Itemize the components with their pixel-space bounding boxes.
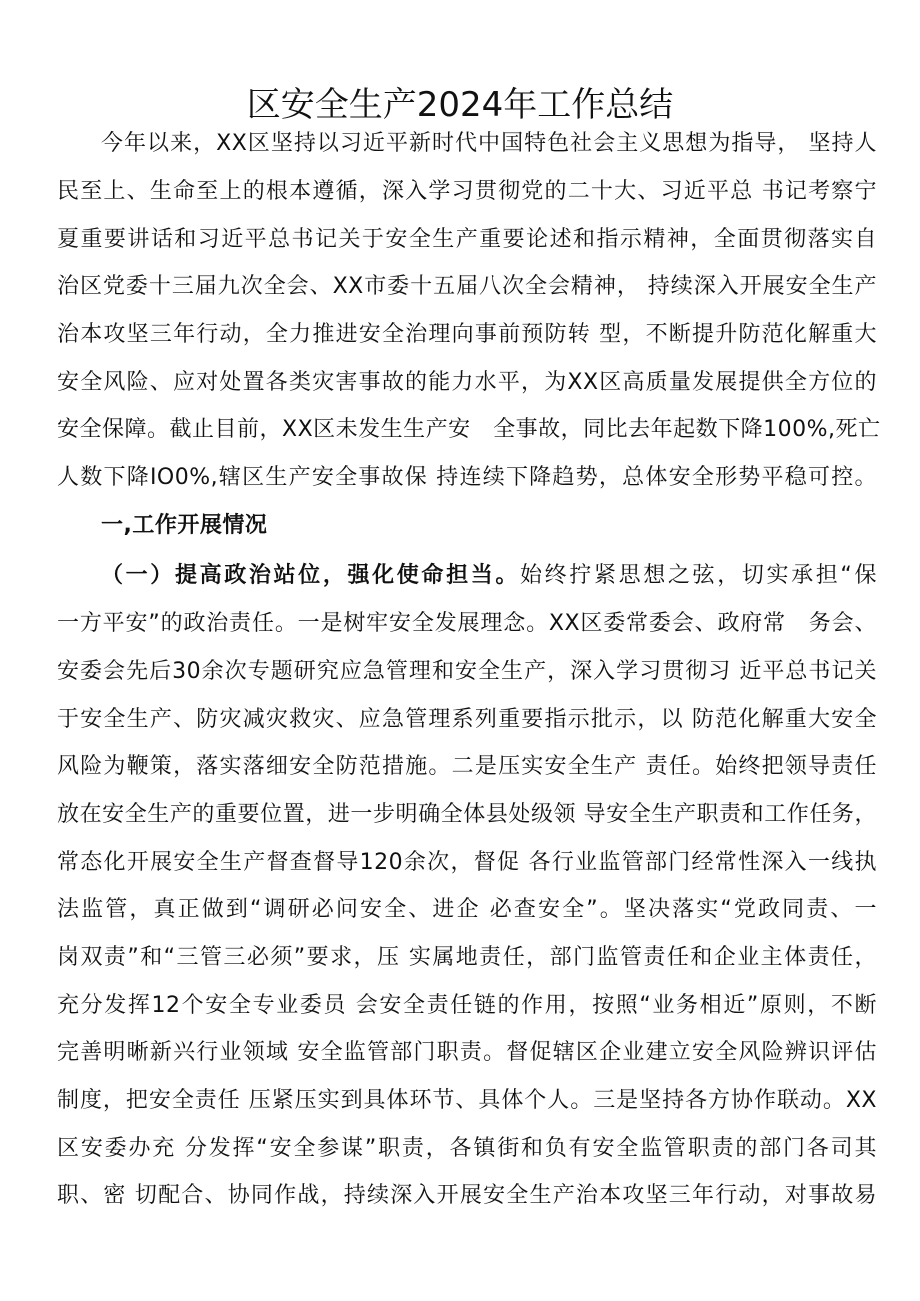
body-line-13: 职、密 切配合、协同作战，持续深入开展安全生产治本攻坚三年行动，对事故易 (57, 1183, 877, 1208)
intro-line-3: 夏重要讲话和习近平总书记关于安全生产重要论述和指示精神，全面贯彻落实自 (57, 227, 877, 252)
intro-line-8: 人数下降IO0%,辖区生产安全事故保 持连续下降趋势，总体安全形势平稳可控。 (57, 465, 877, 490)
body-line-1: 一方平安”的政治责任。一是树牢安全发展理念。XX区委常委会、政府常 务会、 (57, 611, 877, 636)
body-line-8: 岗双责”和“三管三必须”要求，压 实属地责任，部门监管责任和企业主体责任， (57, 945, 877, 970)
body-line-7: 法监管，真正做到“调研必问安全、进企 必查安全”。坚决落实“党政同责、一 (57, 897, 877, 922)
subsection-heading-continuation: 始终拧紧思想之弦，切实承担“保 (520, 563, 877, 588)
intro-line-4: 治区党委十三届九次全会、XX市委十五届八次全会精神， 持续深入开展安全生产 (57, 274, 877, 299)
body-line-12: 区安委办充 分发挥“安全参谋”职责，各镇街和负有安全监管职责的部门各司其 (57, 1136, 877, 1161)
intro-line-6: 安全风险、应对处置各类灾害事故的能力水平，为XX区高质量发展提供全方位的 (57, 370, 877, 395)
intro-line-7: 安全保障。截止目前，XX区未发生生产安 全事故，同比去年起数下降100%,死亡 (57, 417, 881, 442)
section-heading: 一,工作开展情况 (101, 513, 268, 538)
body-line-5: 放在安全生产的重要位置，进一步明确全体县处级领 导安全生产职责和工作任务， (57, 802, 877, 827)
subsection-first-line (101, 560, 877, 592)
body-line-6: 常态化开展安全生产督查督导120余次，督促 各行业监管部门经常性深入一线执 (57, 850, 877, 875)
body-line-4: 风险为鞭策，落实落细安全防范措施。二是压实安全生产 责任。始终把领导责任 (57, 754, 877, 779)
body-line-3: 于安全生产、防灾减灾救灾、应急管理系列重要指示批示，以 防范化解重大安全 (57, 707, 877, 732)
intro-line-2: 民至上、生命至上的根本遵循，深入学习贯彻党的二十大、习近平总 书记考察宁 (57, 179, 877, 204)
body-line-10: 完善明晰新兴行业领域 安全监管部门职责。督促辖区企业建立安全风险辨识评估 (57, 1040, 877, 1065)
subsection-heading: （一）提高政治站位，强化使命担当。 (101, 563, 521, 588)
body-line-2: 安委会先后30余次专题研究应急管理和安全生产，深入学习贯彻习 近平总书记关 (57, 659, 877, 684)
document-title: 区安全生产2024年工作总结 (246, 84, 674, 125)
intro-line-5: 治本攻坚三年行动，全力推进安全治理向事前预防转 型，不断提升防范化解重大 (57, 322, 877, 347)
body-line-9: 充分发挥12个安全专业委员 会安全责任链的作用，按照“业务相近”原则，不断 (57, 993, 877, 1018)
intro-line-1: 今年以来，XX区坚持以习近平新时代中国特色社会主义思想为指导， 坚持人 (101, 131, 877, 156)
body-line-11: 制度，把安全责任 压紧压实到具体环节、具体个人。三是坚持各方协作联动。XX (57, 1088, 877, 1113)
